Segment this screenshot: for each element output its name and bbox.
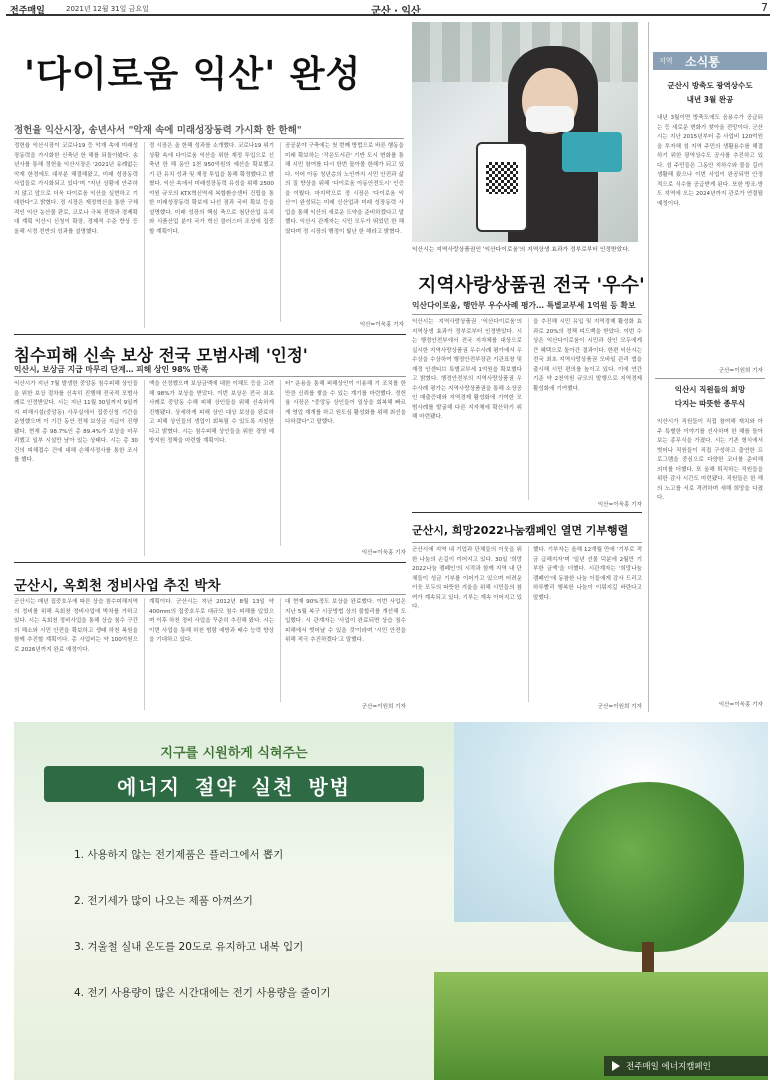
lead-byline: 익산=이욱홍 기자 bbox=[359, 322, 404, 328]
ad-list bbox=[74, 848, 534, 1032]
voucher-headline: 지역사랑상품권 전국 '우수' bbox=[418, 274, 645, 296]
tree-shape bbox=[554, 782, 744, 952]
sidebar-item1-body: 내년 3월이면 방축도에도 음용수가 공급되는 등 새로운 변화가 찾아올 전망이다. 군산시는 지난 2015년부터 총 사업비 120억원을 투자해 섬 지역 주민의 생활용수를 해결하기 위한 광역상수도 공사를 추진하고 있다. 섬 주민들은 그동안 지하수와 물을 길러 생활해 왔으나 이번 사업이 완공되면 안정적으로 식수를 공급받게 된다. 또한 방조·방도 지역에 오는 2024년까지 관로가 연결될 예정이다. bbox=[657, 115, 763, 207]
flood-col-1: 익산시가 지난 7월 발생한 중앙동 침수피해 상인들을 위한 보상 절차를 신속히 진행해 전국적 모범사례로 인정받았다. 시는 지난 11월 30일까지 9일까지 피해시설(중앙동) 사무실에서 집중신청 기간을 운영했으며 이 기간 동안 전체 보상금 지급이 진행됐다. 현재 총 98.7%인 총 89.4%가 보상을 마무리했고 일부 시설만 남아 있는 상태다. 시는 총 30건의 피해접수 건에 대해 손해사정사를 통한 조사를 했다. bbox=[14, 381, 138, 463]
lead-col-1: 정헌율 익산시장이 코로나19 등 악재 속에 미래성장동력을 가시화한 신축년 한 해를 되돌아봤다. 송년사를 통해 정헌율 익산시장은 '2021년 유례없는 악재 한경에도 대부분 해결해왔고, 미래 성장동력 사업들로 가시화되고 있다'며 "지난 상황에 안주하지 않고 앞으로 더욱 다이로움 익산을 실현하고 기대한다"고 밝혔다. 정 시장은 재정혁신을 통한 구체적인 익산 농산물 판로, 코로나 극복 전략과 경제확대 계획 익산시 신청이 확장, 경제적 수준 향상 등 올해 시정 전반의 성과를 설명했다. bbox=[14, 143, 138, 235]
ok-col-3: 대 현재 90%정도 보상을 완료했다. 이번 사업은 지난 5월 복구 시공방법 상의 불합리를 개선해 도입했다. 시 관계자는 '사업이 완료되면 상습 침수 피해에서 벗어날 수 있을 것'이라며 '시민 안전을 위해 적극 추진하겠다'고 말했다. bbox=[280, 598, 406, 702]
ok-col-2: 계획이다. 군산시는 지난 2012년 8월 13일 약 400mm의 집중호우로 대규모 침수 피해를 입었으며 이후 하천 정비 사업을 꾸준히 추진해 왔다. 시는 이번 사업을 통해 하천 범람 예방과 배수 능력 향상을 기대하고 있다. bbox=[144, 598, 274, 710]
energy-ad bbox=[14, 722, 768, 1080]
ad-title-banner bbox=[44, 766, 424, 802]
flood-headline: 침수피해 신속 보상 전국 모범사례 '인정' bbox=[14, 346, 308, 365]
ad-footer-bar bbox=[604, 1056, 768, 1076]
ad-title: 에너지 절약 실천 방법 bbox=[116, 775, 351, 799]
ad-footer: 전주매일 에너지캠페인 bbox=[626, 1062, 711, 1072]
section-name: 군산 · 익산 bbox=[371, 6, 421, 17]
sidebar-title-left: 지역 bbox=[659, 57, 673, 65]
hope-col-1: 군산시에 지역 내 기업과 단체들의 이웃을 위한 나눔의 손길이 이어지고 있다. 30일 '희망2022나눔 캠페인'의 시작과 함께 지역 내 단체들이 성금 기부를 이어가고 있으며 어려운 이웃 모두의 따뜻한 겨울을 위해 시민들의 참여가 계속되고 있다. 기부는 계속 이어지고 있다. bbox=[412, 547, 522, 610]
flood-col-2: 액을 산정했으며 보상금액에 대한 이해도 등을 고려해 98%가 보상을 받았다. 이번 보상은 전국 최초 사례로 중앙동 수해 피해 상인들을 위해 신속하게 진행됐다. 상세하게 피해 상인 대상 보상을 완료하고 피해 상인들의 생업이 회복될 수 있도록 지원한다고 밝혔다. 시는 침수피해 상인들을 위한 경영 예방지원 정책을 마련할 계획이다. bbox=[144, 380, 274, 556]
sidebar-item2-byline: 익산=이욱홍 기자 bbox=[718, 702, 763, 708]
voucher-col-1: 익산시는 지역사랑상품권 '익산다이로움'의 지역상생 효과가 정부로부터 인정받았다. 시는 행정안전부에서 전국 지자체를 대상으로 실시한 지역사랑상품권 우수사례 평가에서 우수상을 수상하여 행정안전부장관 기관표창 및 재정 인센티브 특별교부세 1억원을 확보했다고 밝혔다. 행정안전부의 지역사랑상품권 우수사례 평가는 지역사랑상품권을 통해 소상공인 매출증대와 지역경제 활성화에 기여한 모범사례를 발굴해 다른 지자체에 확산하기 위해 마련됐다. bbox=[412, 319, 522, 420]
sidebar-item2-headline2: 다지는 따뜻한 종무식 bbox=[674, 399, 746, 408]
ad-item-4: 4. 전기 사용량이 많은 시간대에는 전기 사용량을 줄이기 bbox=[74, 987, 331, 999]
masthead bbox=[6, 0, 770, 16]
sidebar-item2-headline1: 익산시 직원들의 희망 bbox=[674, 385, 746, 394]
ad-tagline: 지구를 시원하게 식혀주는 bbox=[160, 746, 308, 761]
ad-item-2: 2. 전기세가 많이 나오는 제품 아껴쓰기 bbox=[74, 895, 253, 907]
sidebar bbox=[648, 22, 768, 712]
sidebar-item1-headline1: 군산시 방축도 광역상수도 bbox=[667, 81, 753, 90]
voucher-col-2: 을 추진해 시민 유입 및 지역경제 활성화 효과로 20%의 정책 피드백을 받았다. 이번 수상은 익산다이로움이 시민과 상인 모두에게 큰 혜택으로 돌아간 결과이다. 한편 익산시는 전국 최초 지역사랑상품권 모바일 관리 앱을 출시해 시민 편의를 높이고 있다. 이에 연간 기준 약 2천억원 규모의 발행으로 지역경제 활성화에 기여했다. bbox=[528, 318, 642, 500]
ok-byline: 군산=이원희 기자 bbox=[361, 704, 406, 710]
triangle-icon bbox=[612, 1061, 620, 1071]
voucher-byline: 익산=이욱홍 기자 bbox=[597, 502, 642, 508]
sidebar-item2-body: 익산시가 직원들이 직접 참여해 재치와 아주 특별한 이야기를 선사하며 한 해를 돌아보는 종무식을 가졌다. 시는 기존 형식에서 벗어나 직원들이 직접 구성하고 출연한 프로그램을 중심으로 다양한 코너를 준비해 의미를 더했다. 또 올해 퇴직하는 직원들을 위한 감사 시간도 마련됐다. 직원들은 한 해의 노고를 서로 격려하며 새해 희망을 다졌다. bbox=[657, 419, 763, 501]
issue-date: 2021년 12월 31일 금요일 bbox=[66, 5, 149, 13]
lead-headline: '다이로움 익산' 완성 bbox=[24, 54, 362, 95]
flood-col-3: 터" 운용을 통해 피해상인이 이용해 기 조치를 한 만큼 신뢰를 쌓을 수 있는 계기를 마련했다. 정헌율 시장은 "중앙동 상인들이 일상을 회복해 빠르게 영업 재개를 하고 원도심 활성화를 위해 최선을 다하겠다"고 말했다. bbox=[280, 380, 406, 546]
sidebar-title-right: 소식통 bbox=[685, 55, 720, 69]
news-photo bbox=[412, 22, 638, 242]
hope-col-2: 했다. 기부자는 올해 12개월 만에 '기부로 적금 급해지자'며 '일년 선물 덕분에 2월만 기부한 금액'을 더했다. 시관계자는 '희망나눔캠페인'에 동참한 나눔 이들에게 감사 드리고 하루빨리 행복한 나눔이 이뤄지길 바란다고 말했다. bbox=[528, 546, 642, 702]
paper-name: 전주매일 bbox=[10, 6, 45, 16]
hope-byline: 군산=이원희 기자 bbox=[597, 704, 642, 710]
flood-byline: 익산=이욱홍 기자 bbox=[361, 550, 406, 556]
ad-item-3: 3. 겨울철 실내 온도를 20도로 유지하고 내복 입기 bbox=[74, 941, 304, 953]
page-number: 7 bbox=[761, 1, 768, 14]
photo-caption: 익산시는 지역사랑상품권인 '익산다이로움'의 지역상생 효과가 정부로부터 인정받았다. bbox=[412, 247, 630, 253]
ok-col-1: 군산시는 매년 집중호우에 따른 상습 침수피해지역의 정비를 위해 옥회천 정비사업에 박차를 가하고 있다. 시는 옥회천 정비사업을 통해 상습 침수 구간의 해소와 시민 안전을 확보하고 생태 하천 복원을 함께 추진할 계획이다. 총 사업비는 약 100억원으로 2026년까지 완료 예정이다. bbox=[14, 599, 138, 653]
ad-item-1: 1. 사용하지 않는 전기제품은 플러그에서 뽑기 bbox=[74, 849, 284, 861]
flood-subhead: 익산시, 보상금 지급 마무리 단계… 피해 상인 98% 만족 bbox=[14, 365, 209, 374]
card-shape bbox=[562, 132, 622, 172]
ok-headline: 군산시, 옥회천 정비사업 추진 박차 bbox=[14, 578, 221, 594]
lead-col-2: 정 시장은 올 한해 성과를 소개했다. 코로나19 위기 상황 속에 다이로움 익산을 위한 재정 투입으로 신축년 한 해 동안 1천 950억원의 예산을 확보했고 기 관 유치 성과 및 재정 투입을 통해 확정했다고 밝혔다. 익산 속에서 미래성장동력 유성을 위해 2500억원 규모의 KTX혁신역세 복합환승센터 건립을 통한 미래성장동력 확보에 나선 점과 국비 확보 등을 설명했다. 미래 성장의 핵심 축으로 첨단산업 유치와 식품산업 분야 국가 혁신 클러스터 조성에 집중할 계획이다. bbox=[144, 142, 274, 328]
sidebar-title bbox=[653, 52, 767, 70]
hope-headline: 군산시, 희망2022나눔캠페인 열면 기부행렬 bbox=[412, 524, 629, 537]
lead-subhead: 정헌율 익산시장, 송년사서 "악재 속에 미래성장동력 가시화 한 한해" bbox=[14, 125, 302, 136]
mask-shape bbox=[526, 106, 574, 132]
sidebar-item1-byline: 군산=이원희 기자 bbox=[718, 368, 763, 374]
voucher-subhead: 익산다이로움, 행안부 우수사례 평가… 특별교부세 1억원 등 확보 bbox=[412, 301, 636, 310]
sidebar-item1-headline2: 내년 3월 완공 bbox=[686, 95, 734, 104]
lead-col-3: 공공분야 구축에는 첫 번째 방법으로 바른 행동을 미래 확보하는 '작은도서관' 기반 도시 변화를 통해 시민 참여를 다시 한번 돌아볼 한해가 되고 있다. 이어 아동 청년층의 노인까지 시민 안전과 삶의 질 향상을 위해 '다이로움 아동안전도시' 인증을 이뤘다. 마지막으로 정 시장은 '다이로움 익산'이 완성되는 미래 신산업과 미래 성장동력 사업을 통해 익산의 새로운 도약을 준비하겠다고 말했다. 익산시 관계자는 시민 모두가 뛰었던 한 해였다며 정 시장의 행정이 빛난 한 해라고 밝혔다. bbox=[280, 142, 404, 322]
qr-code-icon bbox=[486, 162, 518, 194]
